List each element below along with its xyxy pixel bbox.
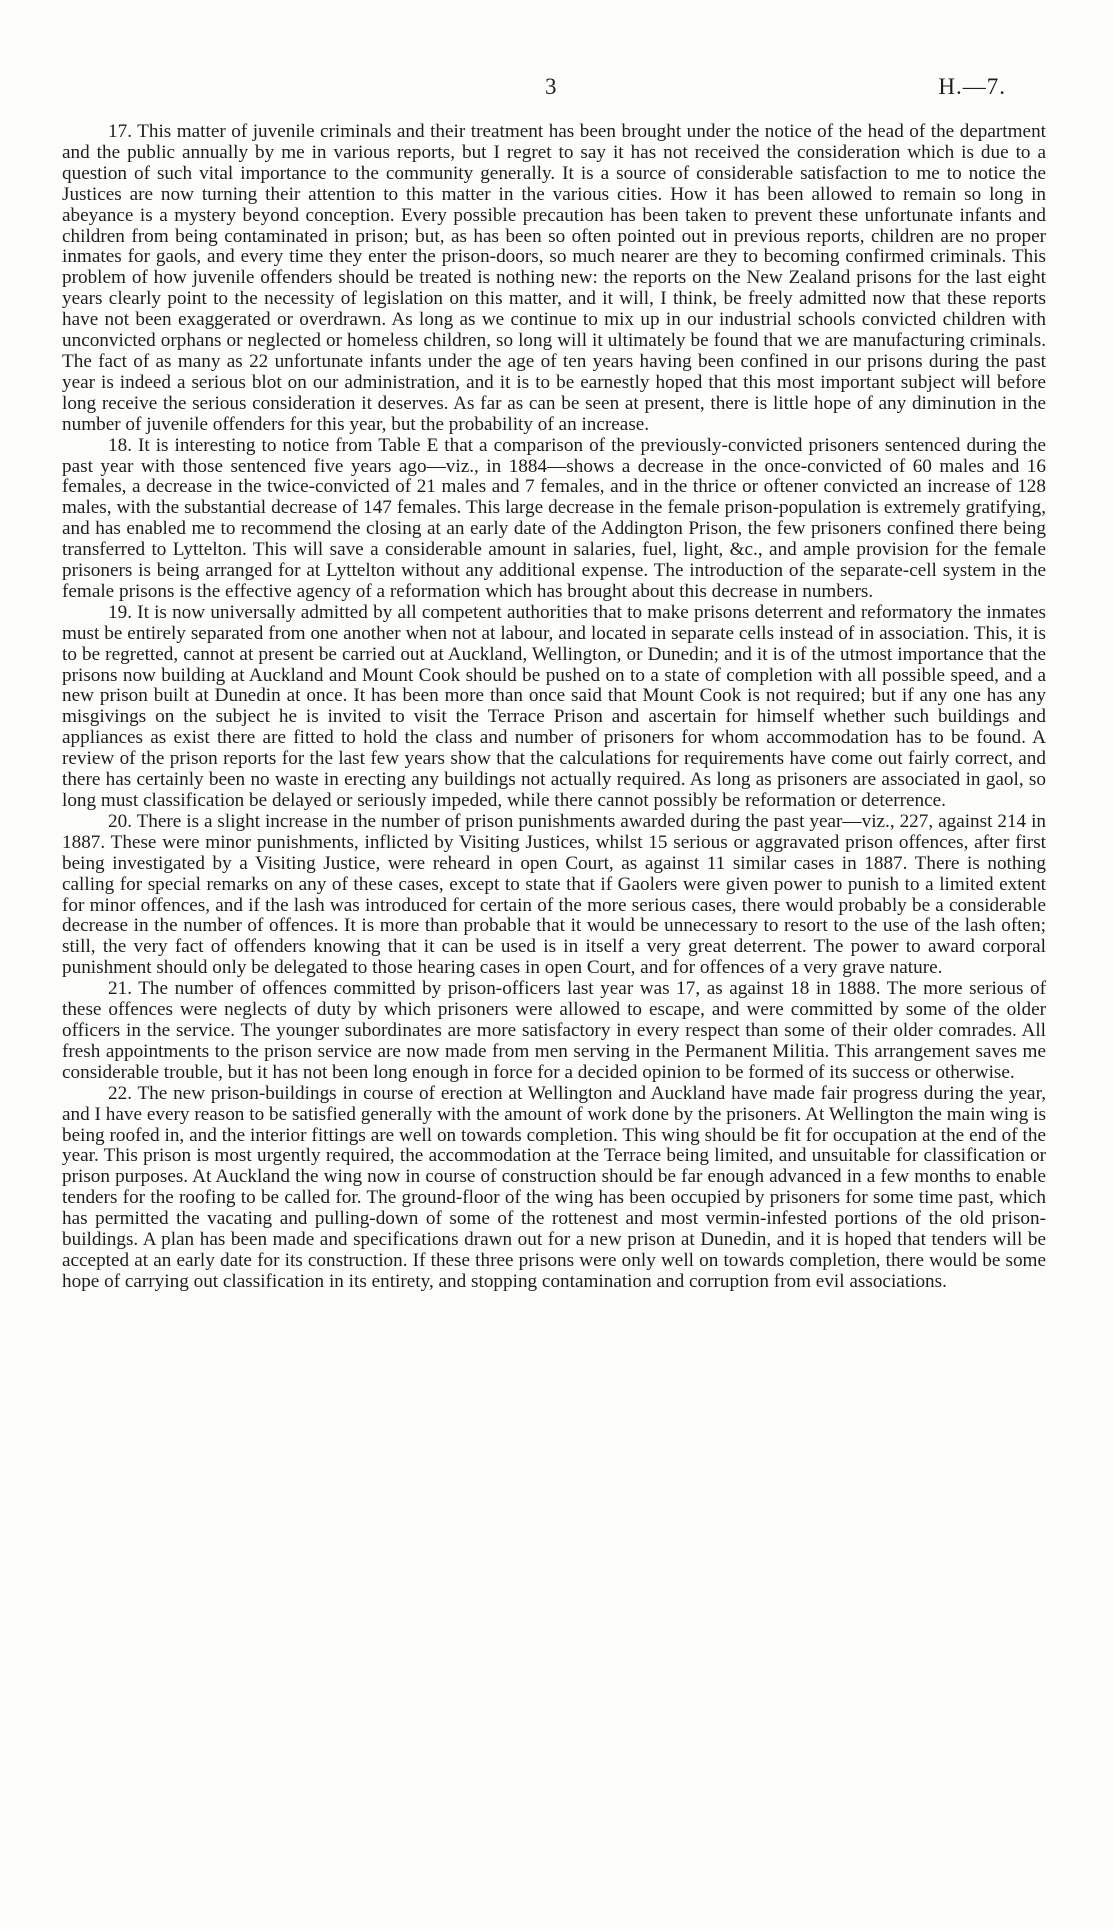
document-body: [62, 122, 1046, 1293]
paragraph-22: 22. The new prison-buildings in course of erection at Wellington and Auckland have made fair progress during the year, and I have every reason to be satisfied generally with the amount of work done by the prisoners. At Wellington the main wing is being roofed in, and the interior fittings are well on towards completion. This wing should be fit for occupation at the end of the year. This prison is most urgently required, the accommodation at the Terrace being limited, and unsuitable for classification or prison purposes. At Auckland the wing now in course of construction should be far enough advanced in a few months to enable tenders for the roofing to be called for. The ground-floor of the wing has been occupied by prisoners for some time past, which has permitted the vacating and pulling-down of some of the rottenest and most vermin-infested portions of the old prison-buildings. A plan has been made and specifications drawn out for a new prison at Dunedin, and it is hoped that tenders will be accepted at an early date for its construction. If these three prisons were only well on towards completion, there would be some hope of carrying out classification in its entirety, and stopping contamination and corruption from evil associations.: [62, 1082, 1046, 1292]
document-reference: H.—7.: [938, 74, 1006, 99]
page-header: [0, 74, 1114, 104]
page-number: 3: [545, 74, 557, 99]
paragraph-19: 19. It is now universally admitted by all competent authorities that to make prisons deterrent and reformatory the inmates must be entirely separated from one another when not at labour, and located in separate cells instead of in association. This, it is to be regretted, cannot at present be carried out at Auckland, Wellington, or Dunedin; and it is of the utmost importance that the prisons now building at Auckland and Mount Cook should be pushed on to a state of completion with all possible speed, and a new prison built at Dunedin at once. It has been more than once said that Mount Cook is not required; but if any one has any misgivings on the subject he is invited to visit the Terrace Prison and ascertain for himself whether such buildings and appliances as exist there are fitted to hold the class and number of prisoners for whom accommodation has to be found. A review of the prison reports for the last few years show that the calculations for requirements have come out fairly correct, and there has certainly been no waste in erecting any buildings not actually required. As long as prisoners are associated in gaol, so long must classification be delayed or seriously impeded, while there cannot possibly be reformation or deterrence.: [62, 601, 1046, 811]
paragraph-18: 18. It is interesting to notice from Table E that a comparison of the previously-convicted prisoners sentenced during the past year with those sentenced five years ago—viz., in 1884—shows a decrease in the once-convicted of 60 males and 16 females, a decrease in the twice-convicted of 21 males and 7 females, and in the thrice or oftener convicted an increase of 128 males, with the substantial decrease of 147 females. This large decrease in the female prison-population is extremely gratifying, and has enabled me to recommend the closing at an early date of the Addington Prison, the few prisoners confined there being transferred to Lyttelton. This will save a considerable amount in salaries, fuel, light, &c., and ample provision for the female prisoners is being arranged for at Lyttelton without any additional expense. The introduction of the separate-cell system in the female prisons is the effective agency of a reformation which has brought about this decrease in numbers.: [62, 434, 1046, 602]
paragraph-20: 20. There is a slight increase in the number of prison punishments awarded during the past year—viz., 227, against 214 in 1887. These were minor punishments, inflicted by Visiting Justices, whilst 15 serious or aggravated prison offences, after first being investigated by a Visiting Justice, were reheard in open Court, as against 11 similar cases in 1887. There is nothing calling for special remarks on any of these cases, except to state that if Gaolers were given power to punish to a limited extent for minor offences, and if the lash was introduced for certain of the more serious cases, there would probably be a considerable decrease in the number of offences. It is more than probable that it would be unnecessary to resort to the use of the lash often; still, the very fact of offenders knowing that it can be used is in itself a very great deterrent. The power to award corporal punishment should only be delegated to those hearing cases in open Court, and for offences of a very grave nature.: [62, 810, 1046, 979]
paragraph-17: 17. This matter of juvenile criminals and their treatment has been brought under the notice of the head of the department and the public annually by me in various reports, but I regret to say it has not received the consideration which is due to a question of such vital importance to the community generally. It is a source of considerable satisfaction to me to notice the Justices are now turning their attention to this matter in the various cities. How it has been allowed to remain so long in abeyance is a mystery beyond conception. Every possible precaution has been taken to prevent these unfortunate infants and children from being contaminated in prison; but, as has been so often pointed out in previous reports, children are no proper inmates for gaols, and every time they enter the prison-doors, so much nearer are they to becoming confirmed criminals. This problem of how juvenile offenders should be treated is nothing new: the reports on the New Zealand prisons for the last eight years clearly point to the necessity of legislation on this matter, and it will, I think, be freely admitted now that these reports have not been exaggerated or overdrawn. As long as we continue to mix up in our industrial schools convicted children with unconvicted orphans or neglected or homeless children, so long will it ultimately be found that we are manufacturing criminals. The fact of as many as 22 unfortunate infants under the age of ten years having been confined in our prisons during the past year is indeed a serious blot on our administration, and it is to be earnestly hoped that this most important subject will before long receive the serious consideration it deserves. As far as can be seen at present, there is little hope of any diminution in the number of juvenile offenders for this year, but the probability of an increase.: [62, 121, 1046, 435]
paragraph-21: 21. The number of offences committed by prison-officers last year was 17, as against 18 in 1888. The more serious of these offences were neglects of duty by which prisoners were allowed to escape, and were committed by some of the older officers in the service. The younger subordinates are more satisfactory in every respect than some of their older comrades. All fresh appointments to the prison service are now made from men serving in the Permanent Militia. This arrangement saves me considerable trouble, but it has not been long enough in force for a decided opinion to be formed of its success or otherwise.: [62, 978, 1046, 1083]
